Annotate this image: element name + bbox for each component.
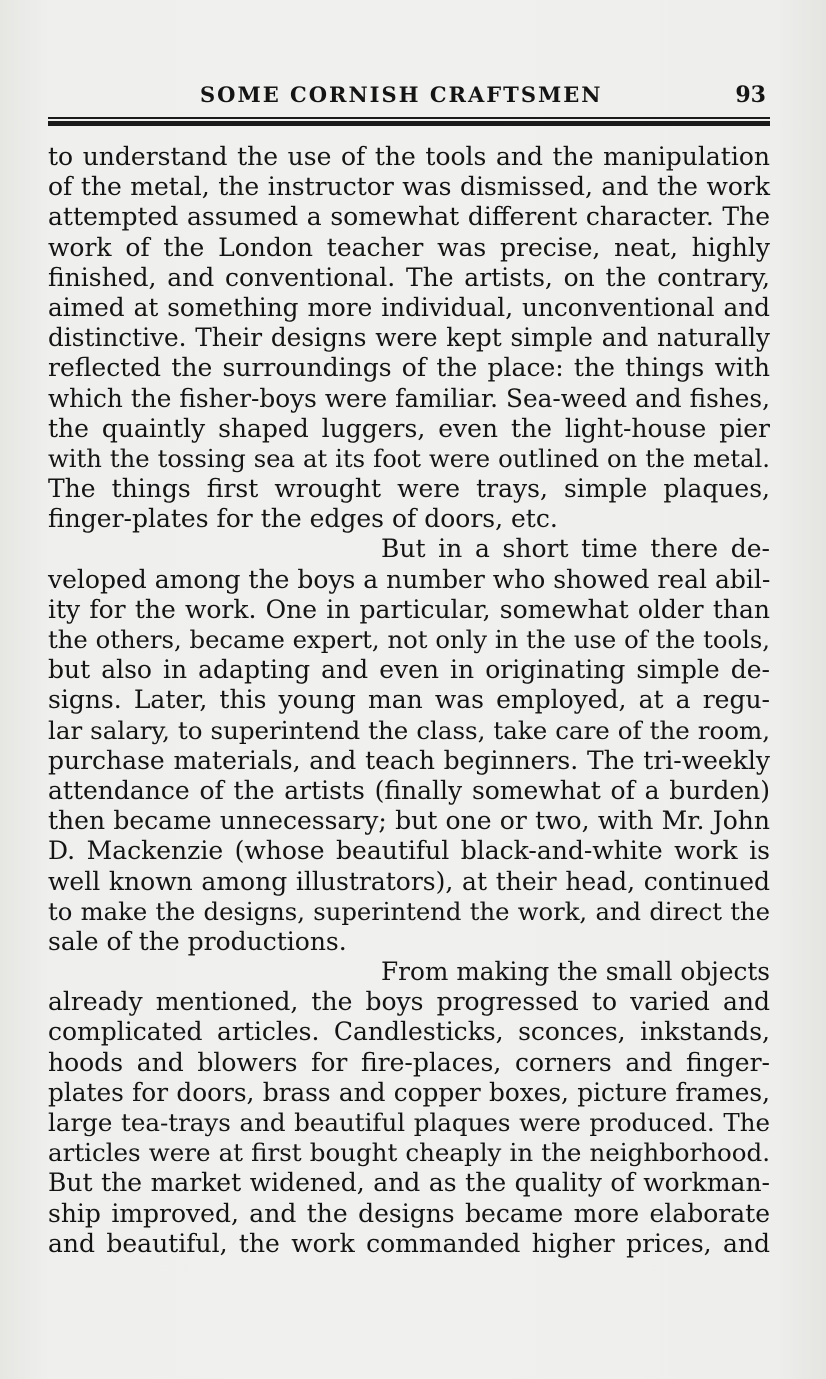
text-line: of the metal, the instructor was dismissed, and the work [48,172,770,202]
paragraph-start-line: From making the small objects [381,957,770,987]
text-line: with the tossing sea at its foot were outlined on the metal. [48,443,770,473]
text-line: to understand the use of the tools and the manipulation [48,142,770,171]
text-line: sale of the productions. [48,926,347,956]
page-number: 93 [735,82,766,108]
running-head [48,82,770,112]
text-line: distinctive. Their designs were kept simple and naturally [48,323,770,353]
text-line: finger-plates for the edges of doors, etc. [48,504,558,534]
running-title: SOME CORNISH CRAFTSMEN [200,82,603,107]
text-line: reflected the surroundings of the place: the things with [48,353,770,383]
text-line: well known among illustrators), at their head, continued [48,866,770,896]
text-line: to make the designs, superintend the work, and direct the [48,896,770,926]
text-line: attempted assumed a somewhat different character. The [48,202,770,232]
text-line: hoods and blowers for fire-places, corners and finger- [48,1047,770,1077]
text-line: lar salary, to superintend the class, take care of the room, [48,715,770,745]
text-line: articles were at first bought cheaply in the neighborhood. [48,1138,770,1168]
text-line: finished, and conventional. The artists, on the contrary, [48,262,770,292]
text-line: ship improved, and the designs became more elaborate [48,1198,770,1228]
text-line: D. Mackenzie (whose beautiful black-and-white work is [48,836,770,866]
text-line: signs. Later, this young man was employed, at a regu- [48,685,770,715]
text-line: work of the London teacher was precise, neat, highly [48,232,770,262]
text-line: But the market widened, and as the quality of workman- [48,1168,770,1198]
body-text [48,142,770,1259]
text-line: already mentioned, the boys progressed to varied and [48,987,770,1017]
text-line: plates for doors, brass and copper boxes, picture frames, [48,1077,770,1107]
text-line: but also in adapting and even in originating simple de- [48,655,770,685]
text-line: the quaintly shaped luggers, even the light-house pier [48,413,770,443]
text-line: and beautiful, the work commanded higher prices, and [48,1228,770,1258]
text-line: which the fisher-boys were familiar. Sea-weed and fishes, [48,383,770,413]
text-line: complicated articles. Candlesticks, sconces, inkstands, [48,1017,770,1047]
text-line: aimed at something more individual, unconventional and [48,292,770,322]
header-rule-thin [48,117,770,119]
text-line: large tea-trays and beautiful plaques were produced. The [48,1108,770,1137]
text-line: then became unnecessary; but one or two, with Mr. John [48,806,770,836]
paragraph-start-line: But in a short time there de- [381,534,770,564]
text-line: attendance of the artists (finally somewhat of a burden) [48,775,770,805]
text-line: purchase materials, and teach beginners. The tri-weekly [48,745,770,775]
header-rule-thick [48,121,770,126]
text-line: The things first wrought were trays, simple plaques, [48,474,770,504]
text-line: the others, became expert, not only in the use of the tools, [48,625,770,654]
text-line: veloped among the boys a number who showed real abil- [48,564,771,594]
text-line: ity for the work. One in particular, somewhat older than [48,594,770,624]
